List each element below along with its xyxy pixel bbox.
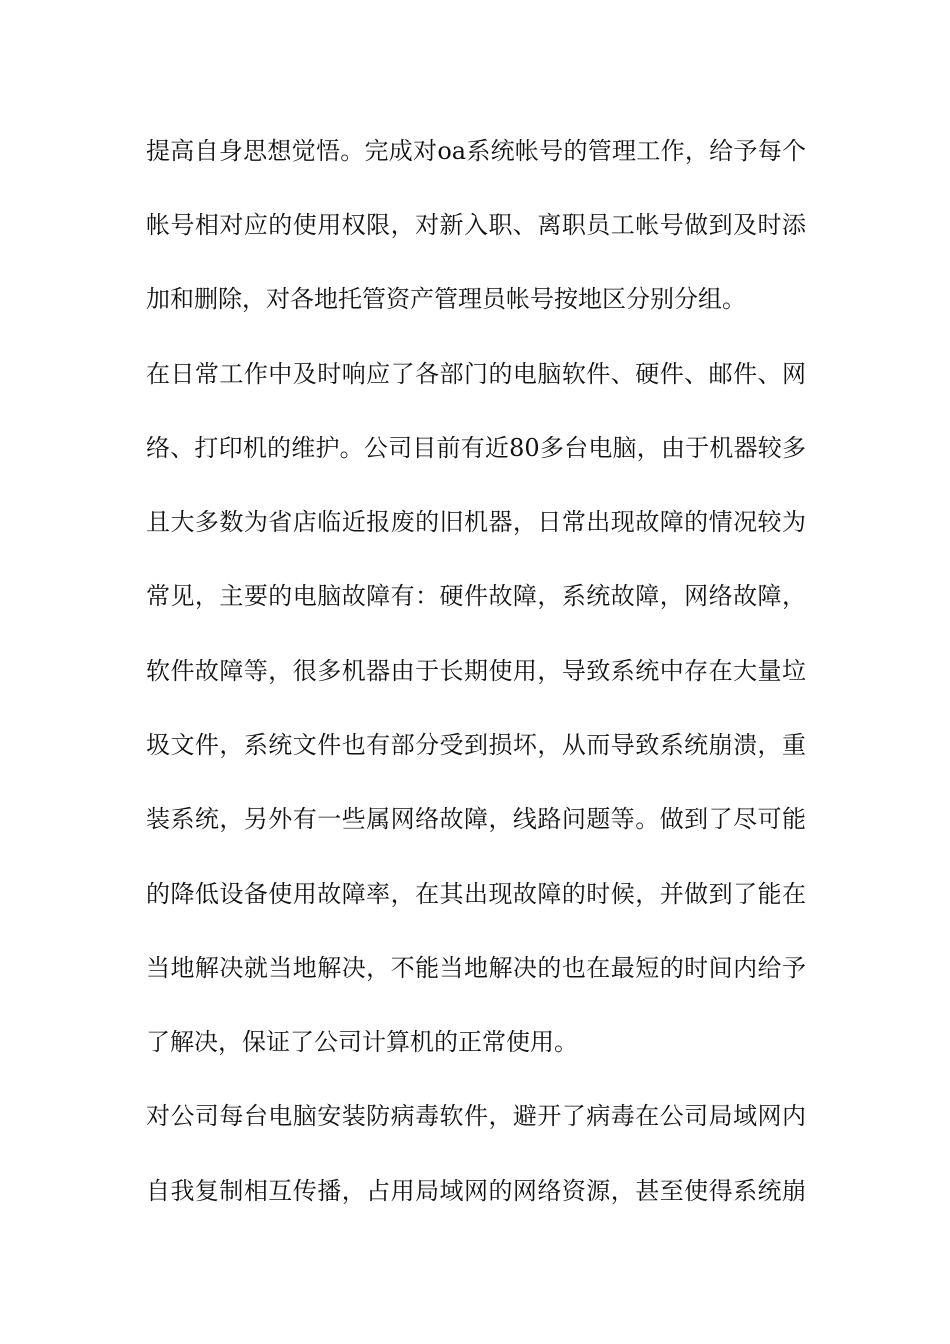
text-line: 自我复制相互传播，占用局域网的网络资源，甚至使得系统崩 <box>146 1177 806 1205</box>
text-line: 在日常工作中及时响应了各部门的电脑软件、硬件、邮件、网 <box>146 360 806 388</box>
text-line: 络、打印机的维护。公司目前有近80多台电脑，由于机器较多 <box>146 434 806 462</box>
text-line: 了解决，保证了公司计算机的正常使用。 <box>146 1028 578 1056</box>
text-line: 圾文件，系统文件也有部分受到损坏，从而导致系统崩溃，重 <box>146 731 806 759</box>
text-line: 对公司每台电脑安装防病毒软件，避开了病毒在公司局域网内 <box>146 1102 806 1130</box>
text-line: 加和删除，对各地托管资产管理员帐号按地区分别分组。 <box>146 285 746 313</box>
text-line: 常见，主要的电脑故障有：硬件故障，系统故障，网络故障， <box>146 582 806 610</box>
text-line: 软件故障等，很多机器由于长期使用，导致系统中存在大量垃 <box>146 657 806 685</box>
text-line: 当地解决就当地解决，不能当地解决的也在最短的时间内给予 <box>146 954 806 982</box>
text-line: 提高自身思想觉悟。完成对oa系统帐号的管理工作，给予每个 <box>146 137 806 165</box>
text-line: 且大多数为省店临近报废的旧机器，日常出现故障的情况较为 <box>146 508 806 536</box>
text-line: 帐号相对应的使用权限，对新入职、离职员工帐号做到及时添 <box>146 211 806 239</box>
text-line: 的降低设备使用故障率，在其出现故障的时候，并做到了能在 <box>146 880 806 908</box>
text-line: 装系统，另外有一些属网络故障，线路问题等。做到了尽可能 <box>146 805 806 833</box>
